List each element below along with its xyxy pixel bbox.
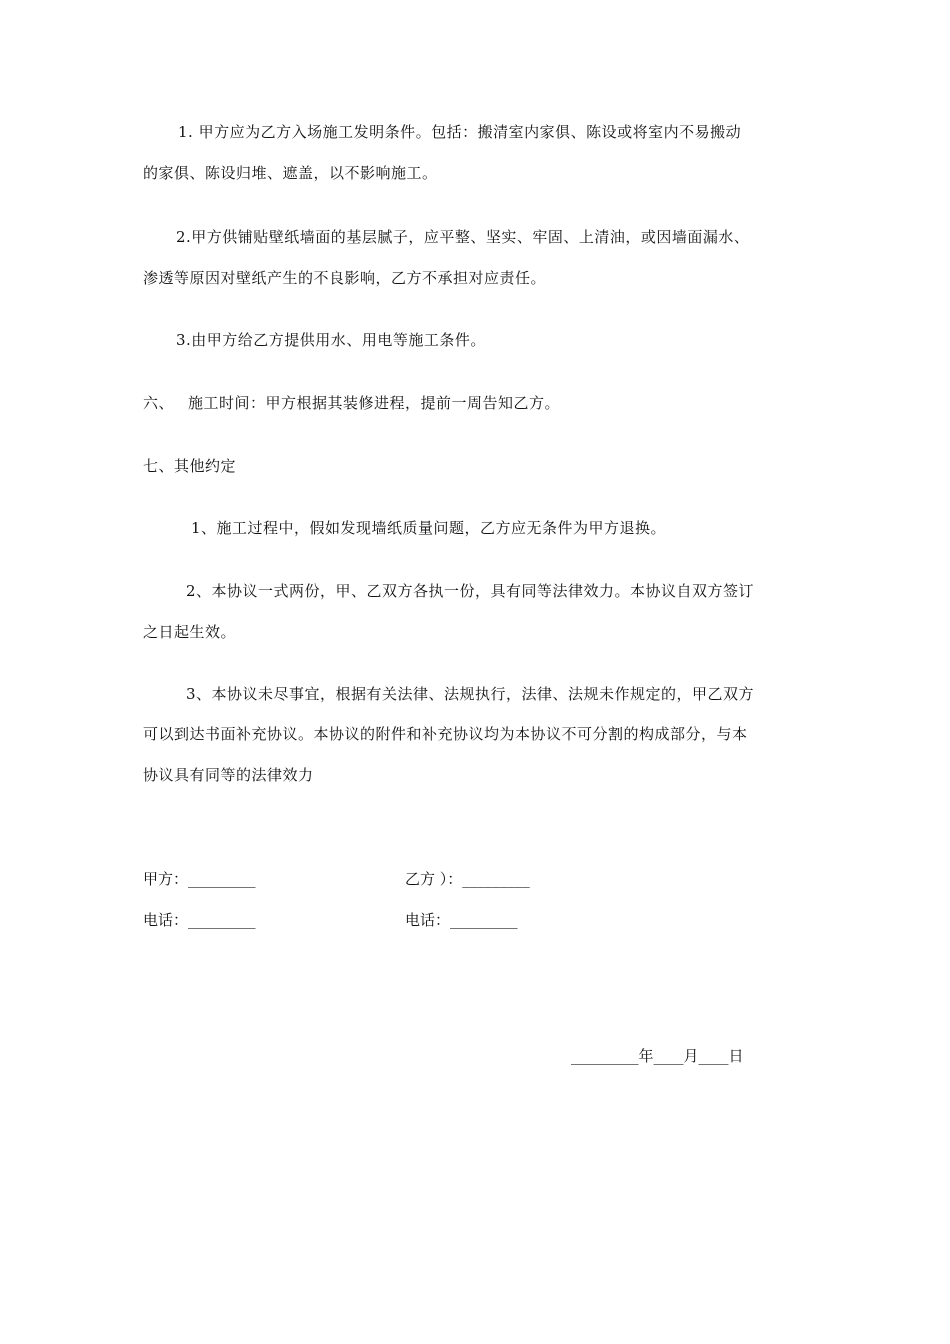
section-7-item-1-line-1: 1、施工过程中，假如发现墙纸质量问题，乙方应无条件为甲方退换。: [191, 519, 667, 537]
clause-3-line-1: 3.由甲方给乙方提供用水、用电等施工条件。: [176, 331, 486, 349]
party-b-signature: 乙方 ）：_________: [405, 870, 530, 888]
clause-1-line-1: 1. 甲方应为乙方入场施工发明条件。包括：搬清室内家俱、陈设或将室内不易搬动: [178, 123, 742, 141]
section-7-heading: 七、其他约定: [143, 457, 237, 475]
party-b-phone: 电话：_________: [405, 911, 518, 929]
section-7-item-2-line-2: 之日起生效。: [143, 623, 237, 641]
section-7-item-3-line-3: 协议具有同等的法律效力: [143, 766, 314, 784]
section-6-number: 六、: [143, 394, 175, 412]
section-7-item-3-line-1: 3、本协议未尽事宜，根据有关法律、法规执行，法律、法规未作规定的，甲乙双方: [186, 685, 755, 703]
section-7-item-3-line-2: 可以到达书面补充协议。本协议的附件和补充协议均为本协议不可分割的构成部分，与本: [143, 725, 748, 743]
party-a-signature: 甲方：_________: [143, 870, 256, 888]
date-line: _________年____月____日: [571, 1047, 744, 1065]
section-6-text: 施工时间：甲方根据其装修进程，提前一周告知乙方。: [188, 394, 561, 412]
party-a-phone: 电话：_________: [143, 911, 256, 929]
clause-2-line-2: 渗透等原因对壁纸产生的不良影响，乙方不承担对应责任。: [143, 269, 547, 287]
section-7-item-2-line-1: 2、本协议一式两份，甲、乙双方各执一份，具有同等法律效力。本协议自双方签订: [186, 582, 755, 600]
clause-1-line-2: 的家俱、陈设归堆、遮盖，以不影响施工。: [143, 164, 438, 182]
clause-2-line-1: 2.甲方供铺贴壁纸墙面的基层腻子，应平整、坚实、牢固、上清油，或因墙面漏水、: [176, 228, 750, 246]
